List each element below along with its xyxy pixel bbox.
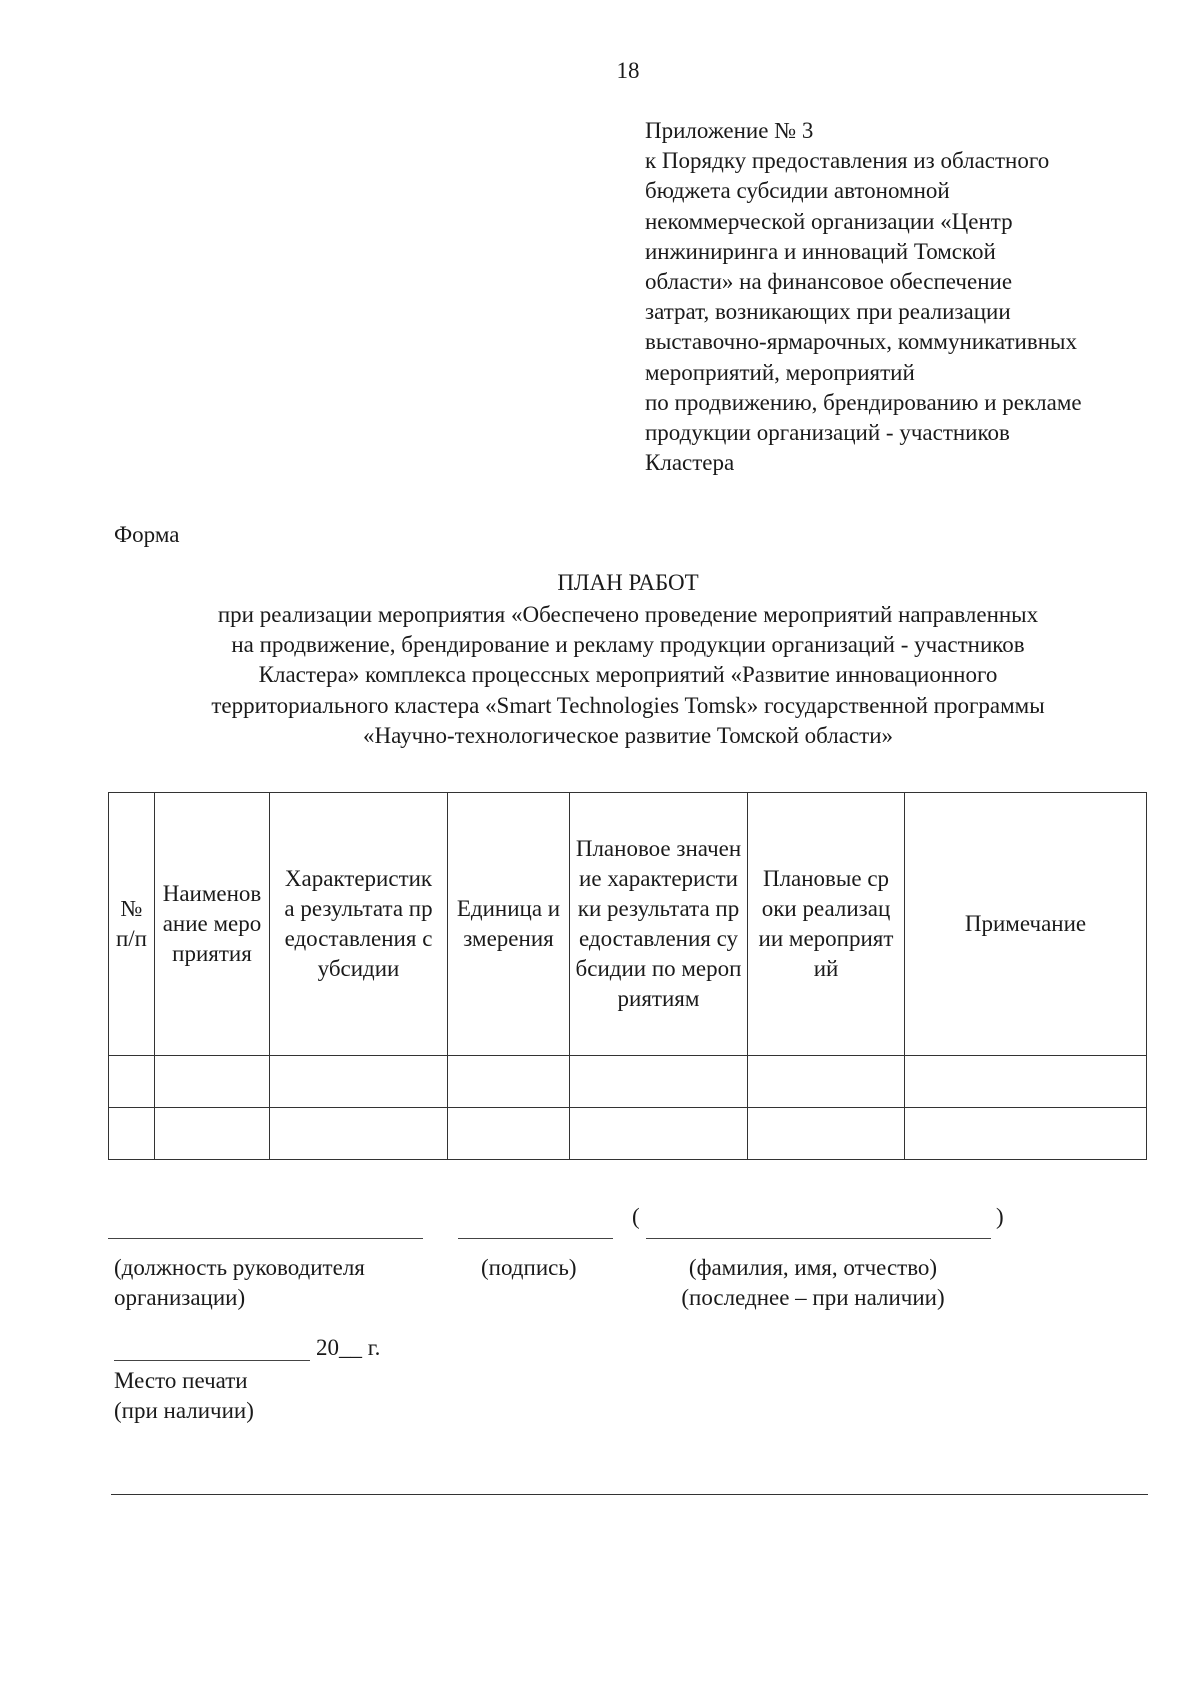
header-event-name: Наименование мероприятия — [155, 793, 270, 1056]
table-cell — [748, 1056, 905, 1108]
header-unit: Единица измерения — [448, 793, 570, 1056]
appendix-line: затрат, возникающих при реализации — [645, 299, 1011, 325]
header-planned-value: Плановое значение характеристики результата предоставления субсидии по мероприятиям — [570, 793, 748, 1056]
date-blank-line — [114, 1338, 310, 1361]
table-cell — [270, 1108, 448, 1160]
appendix-line: бюджета субсидии автономной — [645, 178, 950, 204]
stamp-placeholder — [114, 1366, 254, 1426]
table-cell — [448, 1108, 570, 1160]
stamp-line: Место печати — [114, 1368, 248, 1393]
document-subtitle — [0, 600, 1200, 751]
appendix-line: области» на финансовое обеспечение — [645, 269, 1013, 295]
table-header-row — [109, 793, 1147, 1056]
appendix-line: по продвижению, брендированию и рекламе — [645, 389, 1082, 415]
form-label: Форма — [114, 522, 180, 547]
table-row — [109, 1108, 1147, 1160]
table-cell — [155, 1056, 270, 1108]
position-signature-line — [108, 1238, 423, 1239]
subtitle-line: при реализации мероприятия «Обеспечено проведение мероприятий направленных — [217, 602, 1039, 627]
position-caption-line: (должность руководителя — [114, 1255, 365, 1280]
signature-line — [458, 1238, 613, 1239]
full-name-caption-line: (последнее – при наличии) — [681, 1285, 945, 1311]
table-cell — [270, 1056, 448, 1108]
subtitle-line: Кластера» комплекса процессных мероприятий «Развитие инновационного — [258, 662, 998, 688]
date-field — [114, 1335, 380, 1361]
header-result-characteristic: Характеристика результата предоставления субсидии — [270, 793, 448, 1056]
appendix-line: мероприятий, мероприятий — [645, 359, 915, 385]
appendix-line: выставочно-ярмарочных, коммуникативных — [645, 329, 1077, 355]
bottom-rule — [111, 1494, 1148, 1495]
position-caption — [114, 1253, 365, 1313]
table-cell — [109, 1108, 155, 1160]
appendix-line: продукции организаций - участников — [645, 420, 1010, 446]
paren-open: ( — [632, 1204, 640, 1229]
document-title: ПЛАН РАБОТ — [557, 570, 699, 595]
table-row — [109, 1056, 1147, 1108]
position-caption-line: организации) — [114, 1285, 246, 1311]
work-plan-table — [108, 792, 1147, 1160]
subtitle-line: «Научно-технологическое развитие Томской области» — [362, 722, 894, 748]
paren-close: ) — [996, 1204, 1004, 1229]
full-name-line — [646, 1238, 991, 1239]
appendix-line: Приложение № 3 — [645, 118, 814, 143]
signature-caption: (подпись) — [481, 1255, 577, 1280]
full-name-caption-line: (фамилия, имя, отчество) — [688, 1255, 938, 1280]
table-cell — [155, 1108, 270, 1160]
header-note: Примечание — [905, 793, 1147, 1056]
table-cell — [748, 1108, 905, 1160]
table-cell — [905, 1108, 1147, 1160]
date-text: 20__ г. — [316, 1335, 381, 1360]
full-name-caption — [658, 1253, 968, 1313]
appendix-block — [645, 116, 1165, 478]
header-number: № п/п — [109, 793, 155, 1056]
page-number: 18 — [616, 58, 640, 83]
table-cell — [570, 1056, 748, 1108]
table-cell — [448, 1056, 570, 1108]
appendix-line: к Порядку предоставления из областного — [645, 148, 1050, 174]
appendix-line: инжиниринга и инноваций Томской — [645, 238, 996, 264]
table-cell — [570, 1108, 748, 1160]
appendix-line: Кластера — [645, 450, 735, 476]
subtitle-line: территориального кластера «Smart Technologies Tomsk» государственной программы — [211, 692, 1045, 718]
table-cell — [905, 1056, 1147, 1108]
header-planned-dates: Плановые сроки реализации мероприятий — [748, 793, 905, 1056]
subtitle-line: на продвижение, брендирование и рекламу продукции организаций - участников — [231, 632, 1025, 658]
stamp-line: (при наличии) — [114, 1398, 254, 1424]
appendix-line: некоммерческой организации «Центр — [645, 208, 1013, 234]
table-cell — [109, 1056, 155, 1108]
